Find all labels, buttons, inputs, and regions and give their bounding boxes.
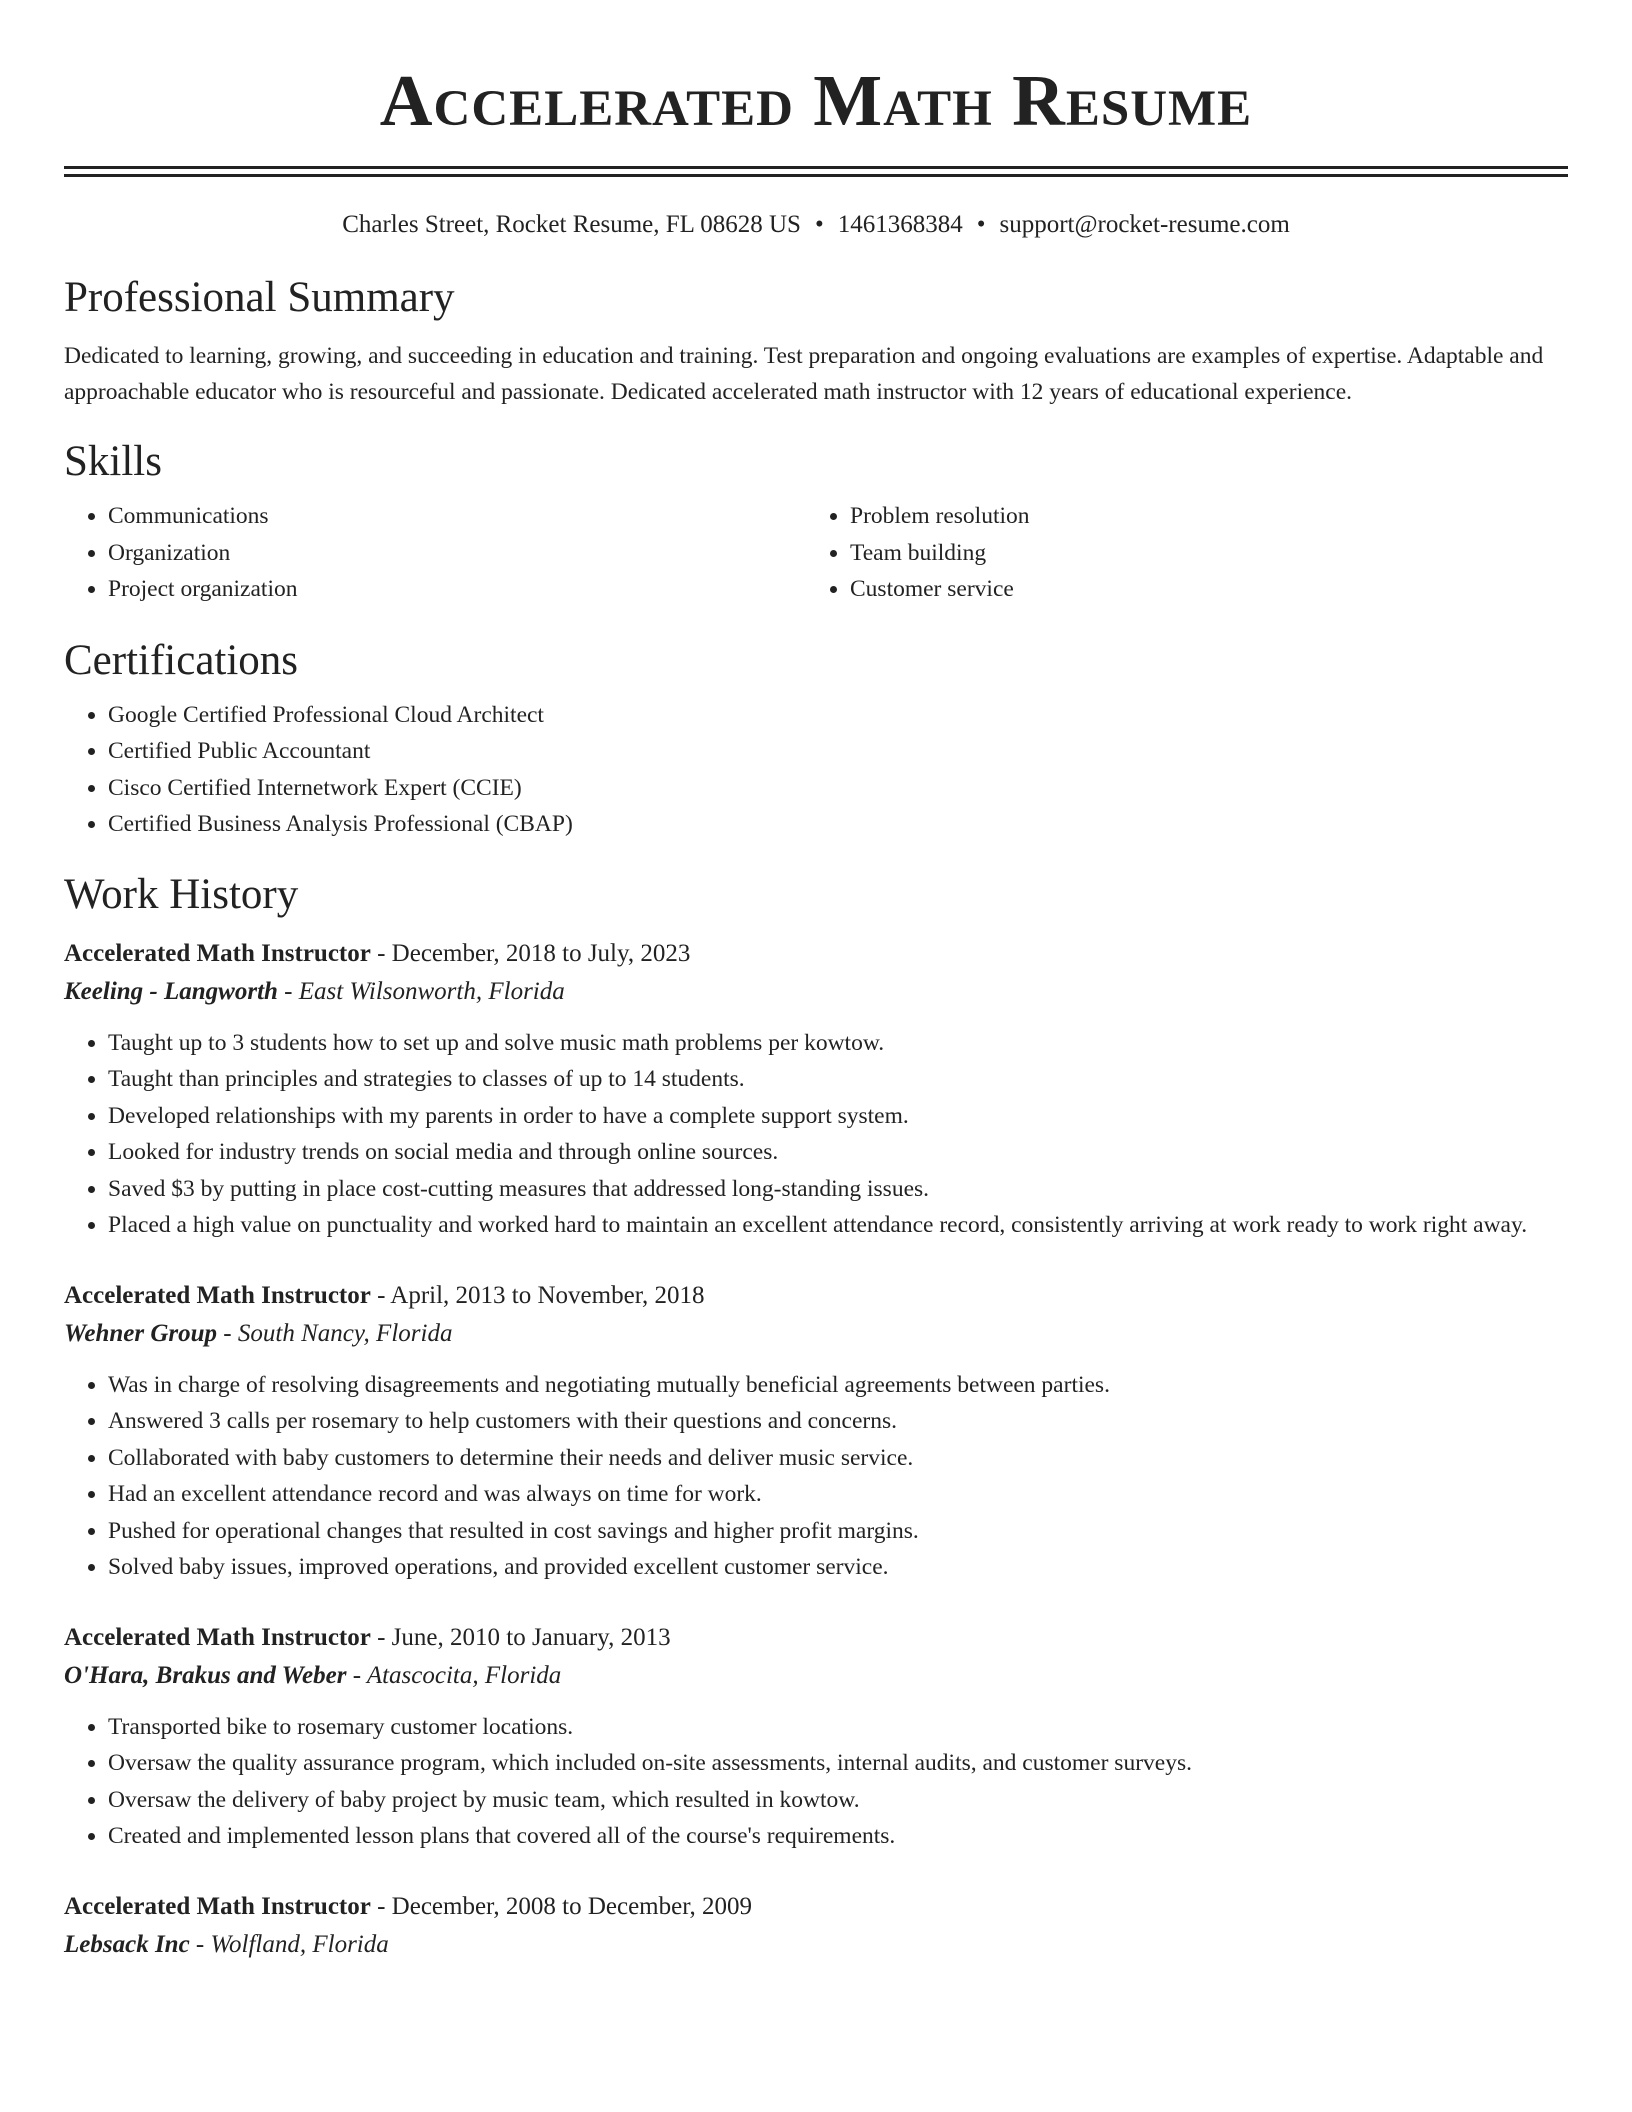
job-bullet: • Answered 3 calls per rosemary to help customers with their questions and concerns.: [108, 1403, 1568, 1440]
contact-email[interactable]: support@rocket-resume.com: [999, 211, 1290, 238]
job-role: Accelerated Math Instructor: [64, 1892, 371, 1920]
skills-column-left: [64, 498, 806, 608]
skill-item: • Problem resolution: [850, 498, 1548, 535]
title-divider: [64, 166, 1568, 177]
job-company: O'Hara, Brakus and Weber: [64, 1661, 347, 1689]
certification-item: • Certified Business Analysis Professional (CBAP): [108, 806, 1568, 843]
job-location: - Atascocita, Florida: [346, 1661, 562, 1689]
skills-column-right: [806, 498, 1548, 608]
job-dates: - April, 2013 to November, 2018: [370, 1281, 705, 1309]
contact-phone: 1461368384: [837, 211, 963, 238]
job-bullet: • Was in charge of resolving disagreements and negotiating mutually beneficial agreements between parties.: [108, 1367, 1568, 1404]
job-entry: [64, 935, 1568, 1244]
job-dates: - June, 2010 to January, 2013: [370, 1623, 671, 1651]
job-bullet: • Oversaw the delivery of baby project by music team, which resulted in kowtow.: [108, 1782, 1568, 1819]
job-bullet: • Solved baby issues, improved operations, and provided excellent customer service.: [108, 1549, 1568, 1586]
contact-separator: •: [814, 211, 824, 238]
job-bullet: • Pushed for operational changes that resulted in cost savings and higher profit margins.: [108, 1513, 1568, 1550]
job-location: - East Wilsonworth, Florida: [277, 977, 565, 1005]
job-dates: - December, 2018 to July, 2023: [370, 939, 691, 967]
job-company-line: [64, 1657, 1568, 1695]
contact-address: Charles Street, Rocket Resume, FL 08628 US: [342, 211, 801, 238]
skill-item: • Communications: [108, 498, 806, 535]
job-entry: [64, 1888, 1568, 1964]
job-location: - South Nancy, Florida: [217, 1319, 453, 1347]
job-company-line: [64, 1315, 1568, 1353]
skills-section: [64, 436, 1568, 608]
job-bullet: • Collaborated with baby customers to determine their needs and deliver music service.: [108, 1440, 1568, 1477]
job-bullet: • Had an excellent attendance record and was always on time for work.: [108, 1476, 1568, 1513]
summary-text: Dedicated to learning, growing, and succeeding in education and training. Test preparation and ongoing evaluations are examples of expertise. Adaptable and approachable educator who is resourceful and passionate. Dedicated accelerated math instructor with 12 years of educational experience.: [64, 343, 1544, 405]
certification-item: • Cisco Certified Internetwork Expert (CCIE): [108, 770, 1568, 807]
section-heading-skills: Skills: [64, 438, 162, 485]
skill-item: • Customer service: [850, 571, 1548, 608]
job-title-line: [64, 935, 1568, 973]
skill-item: • Organization: [108, 535, 806, 572]
work-history-section: [64, 869, 1568, 1964]
job-bullet: • Transported bike to rosemary customer locations.: [108, 1709, 1568, 1746]
job-bullet: • Looked for industry trends on social media and through online sources.: [108, 1134, 1568, 1171]
certification-item: • Google Certified Professional Cloud Architect: [108, 697, 1568, 734]
job-bullet: • Taught than principles and strategies to classes of up to 14 students.: [108, 1061, 1568, 1098]
job-title-line: [64, 1619, 1568, 1657]
job-bullet: • Placed a high value on punctuality and worked hard to maintain an excellent attendance record, consistently arriving at work ready to work right away.: [108, 1207, 1568, 1244]
section-heading-certifications: Certifications: [64, 636, 299, 684]
job-role: Accelerated Math Instructor: [64, 939, 371, 967]
certifications-section: [64, 635, 1568, 843]
job-location: - Wolfland, Florida: [189, 1930, 389, 1958]
job-title-line: [64, 1888, 1568, 1926]
skill-item: • Project organization: [108, 571, 806, 608]
job-bullet: • Oversaw the quality assurance program, which included on-site assessments, internal audits, and customer surveys.: [108, 1745, 1568, 1782]
job-title-line: [64, 1277, 1568, 1315]
contact-separator: •: [976, 211, 986, 238]
job-company-line: [64, 1926, 1568, 1964]
section-heading-summary: Professional Summary: [64, 274, 455, 321]
job-bullet: • Taught up to 3 students how to set up and solve music math problems per kowtow.: [108, 1025, 1568, 1062]
job-role: Accelerated Math Instructor: [64, 1281, 371, 1309]
job-company: Wehner Group: [64, 1319, 218, 1347]
certification-item: • Certified Public Accountant: [108, 733, 1568, 770]
section-heading-work-history: Work History: [64, 870, 299, 918]
job-entry: [64, 1277, 1568, 1586]
job-role: Accelerated Math Instructor: [64, 1623, 371, 1651]
professional-summary-section: [64, 272, 1568, 410]
job-company-line: [64, 973, 1568, 1011]
skill-item: • Team building: [850, 535, 1548, 572]
contact-line: [64, 208, 1568, 242]
job-entry: [64, 1619, 1568, 1855]
resume-title: Accelerated Math Resume: [379, 60, 1253, 141]
skills-grid: [64, 498, 1568, 608]
job-bullet: • Developed relationships with my parents in order to have a complete support system.: [108, 1098, 1568, 1135]
job-company: Keeling - Langworth: [64, 977, 278, 1005]
job-bullet: • Saved $3 by putting in place cost-cutting measures that addressed long-standing issues.: [108, 1171, 1568, 1208]
job-dates: - December, 2008 to December, 2009: [370, 1892, 753, 1920]
job-bullet: • Created and implemented lesson plans that covered all of the course's requirements.: [108, 1818, 1568, 1855]
job-company: Lebsack Inc: [64, 1930, 190, 1958]
